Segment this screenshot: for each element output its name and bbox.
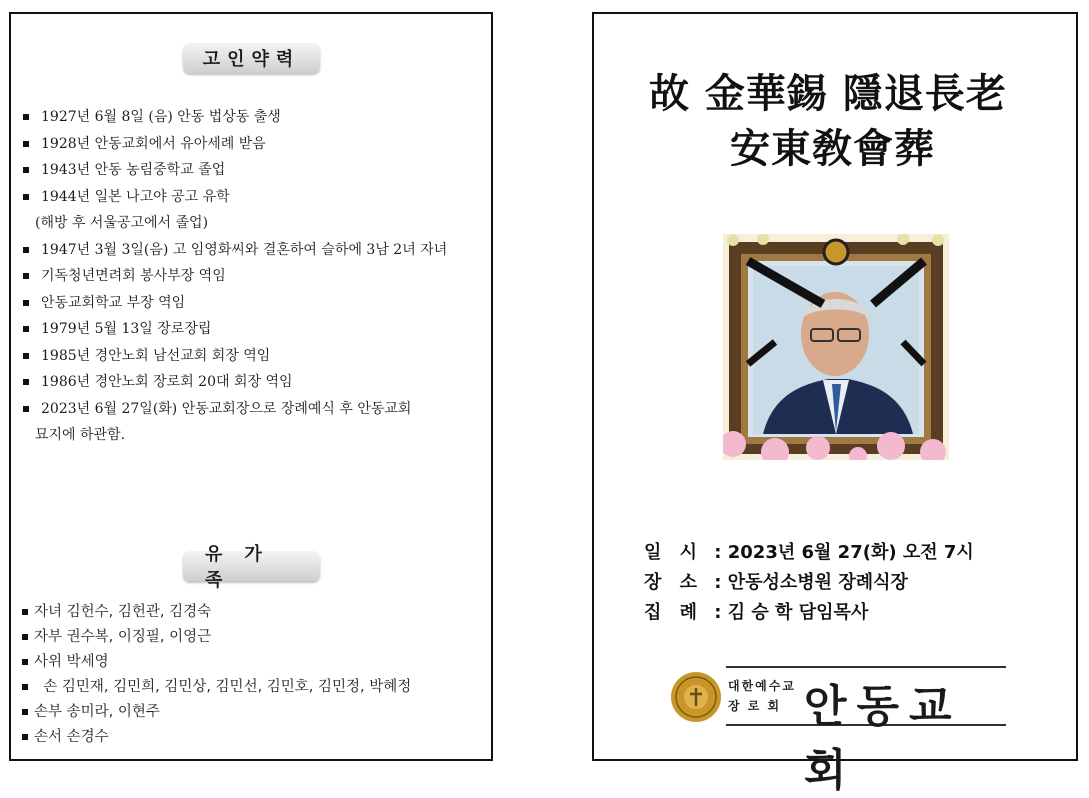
family-text: 사위 박세영 — [34, 654, 109, 670]
bullet-icon — [23, 273, 29, 279]
officiant-value: : 김 승 학 담임목사 — [714, 602, 869, 623]
biography-text: 1943년 안동 농림중학교 졸업 — [41, 162, 226, 178]
biography-text: 1927년 6월 8일 (음) 안동 법상동 출생 — [41, 109, 281, 125]
denomination-text — [728, 676, 796, 716]
church-seal-icon — [670, 671, 722, 723]
place-value: : 안동성소병원 장례식장 — [714, 572, 908, 593]
family-text: 손부 송미라, 이현주 — [34, 704, 160, 720]
bullet-icon — [22, 684, 28, 690]
biography-item — [23, 316, 493, 343]
memorial-portrait — [723, 234, 949, 460]
biography-text: 1928년 안동교회에서 유아세례 받음 — [41, 135, 266, 152]
place-label: 장 소 — [644, 572, 704, 593]
family-text: 자녀 김헌수, 김헌관, 김경숙 — [34, 604, 212, 620]
bullet-icon — [23, 406, 29, 412]
biography-item — [23, 263, 493, 290]
biography-list — [23, 104, 493, 449]
family-item — [22, 675, 411, 700]
biography-item — [23, 343, 493, 370]
biography-item — [23, 104, 493, 131]
bullet-icon — [23, 114, 29, 120]
funeral-type-title: 安東敎會葬 — [730, 125, 935, 172]
date-value: : 2023년 6월 27(화) 오전 7시 — [714, 542, 974, 563]
bullet-icon — [23, 167, 29, 173]
officiant-label: 집 례 — [644, 602, 704, 623]
date-label: 일 시 — [644, 542, 704, 563]
family-text: 자부 권수복, 이징필, 이영근 — [34, 629, 212, 645]
bullet-icon — [22, 734, 28, 740]
family-item — [22, 650, 411, 675]
family-item — [22, 625, 411, 650]
bullet-icon — [23, 379, 29, 385]
biography-item — [23, 157, 493, 184]
denomination-line1: 대한예수교 — [728, 679, 796, 693]
bullet-icon — [23, 141, 29, 147]
bullet-icon — [23, 326, 29, 332]
biography-heading: 고인약력 — [183, 43, 320, 73]
bereaved-family-heading: 유가족 — [183, 551, 320, 581]
biography-text: 2023년 6월 27일(화) 안동교회장으로 장례예식 후 안동교회 — [41, 400, 412, 417]
funeral-place-row — [644, 568, 908, 594]
biography-text: 기독청년면려회 봉사부장 역임 — [41, 268, 226, 284]
biography-text: 1979년 5월 13일 장로장립 — [41, 321, 212, 337]
biography-item — [23, 237, 493, 264]
bullet-icon — [23, 247, 29, 253]
family-list — [22, 600, 411, 750]
bullet-icon — [23, 353, 29, 359]
church-logo — [666, 666, 1006, 796]
right-page — [592, 12, 1078, 796]
bullet-icon — [22, 709, 28, 715]
left-page — [9, 12, 493, 761]
biography-item — [23, 369, 493, 396]
denomination-line2: 장 로 회 — [728, 699, 782, 713]
biography-item — [23, 290, 493, 317]
bullet-icon — [23, 194, 29, 200]
biography-item — [23, 131, 493, 158]
family-item — [22, 600, 411, 625]
family-item — [22, 725, 411, 750]
bullet-icon — [22, 659, 28, 665]
biography-text: 1947년 3월 3일(음) 고 임영화씨와 결혼하여 슬하에 3남 2녀 자녀 — [41, 241, 448, 258]
deceased-title: 故 金華錫 隱退長老 — [649, 70, 1007, 117]
bullet-icon — [22, 634, 28, 640]
biography-item — [23, 184, 493, 237]
logo-divider — [726, 666, 1006, 668]
biography-text: 안동교회학교 부장 역임 — [41, 294, 186, 311]
family-item — [22, 700, 411, 725]
officiant-row — [644, 598, 868, 624]
church-name: 안동교회 — [804, 681, 962, 796]
bullet-icon — [22, 609, 28, 615]
bullet-icon — [23, 300, 29, 306]
family-text: 손서 손경수 — [34, 729, 109, 745]
biography-text: 1985년 경안노회 남선교회 회장 역임 — [41, 347, 271, 364]
biography-text: 1944년 일본 나고야 공고 유학 — [41, 188, 230, 205]
biography-text: 1986년 경안노회 장로회 20대 회장 역임 — [41, 374, 293, 390]
biography-text-continued: (해방 후 서울공고에서 졸업) — [35, 215, 209, 231]
funeral-date-row — [644, 538, 974, 564]
biography-item — [23, 396, 493, 449]
family-text: 손 김민재, 김민희, 김민상, 김민선, 김민호, 김민정, 박혜정 — [34, 679, 412, 695]
biography-text-continued: 묘지에 하관함. — [35, 427, 126, 443]
